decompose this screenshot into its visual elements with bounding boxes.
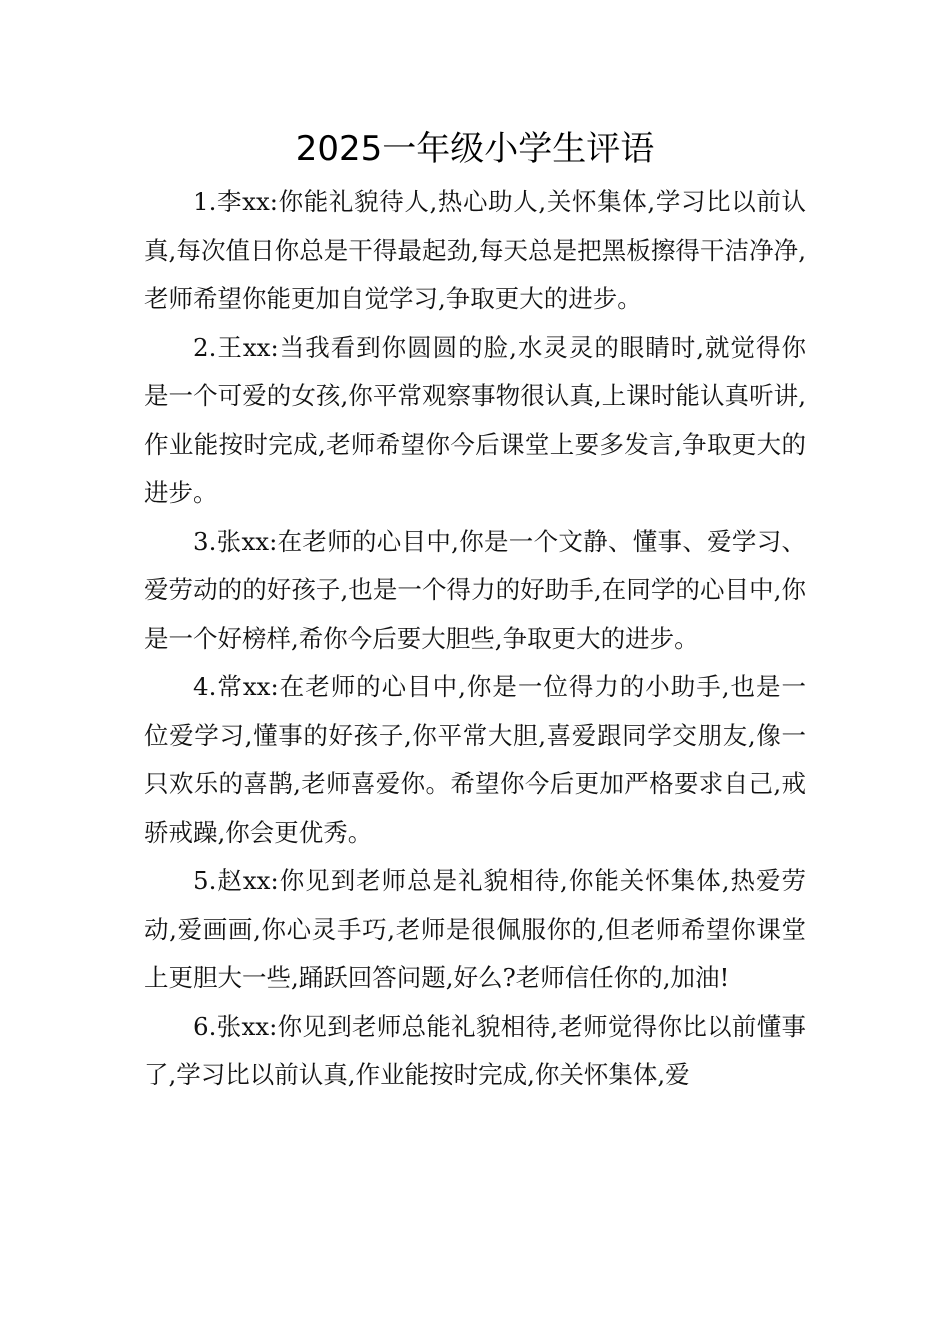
comment-paragraph-2: 2.王xx:当我看到你圆圆的脸,水灵灵的眼睛时,就觉得你是一个可爱的女孩,你平常观察事物很认真,上课时能认真听讲,作业能按时完成,老师希望你今后课堂上要多发言,争取更大的进步。	[144, 332, 806, 507]
comment-paragraph-6: 6.张xx:你见到老师总能礼貌相待,老师觉得你比以前懂事了,学习比以前认真,作业能按时完成,你关怀集体,爱	[144, 1011, 806, 1089]
document-title: 2025一年级小学生评语	[295, 129, 655, 169]
comment-paragraph-5: 5.赵xx:你见到老师总是礼貌相待,你能关怀集体,热爱劳动,爱画画,你心灵手巧,老师是很佩服你的,但老师希望你课堂上更胆大一些,踊跃回答问题,好么?老师信任你的,加油!	[144, 866, 806, 992]
comment-paragraph-3: 3.张xx:在老师的心目中,你是一个文静、懂事、爱学习、爱劳动的的好孩子,也是一个得力的好助手,在同学的心目中,你是一个好榜样,希你今后要大胆些,争取更大的进步。	[144, 526, 806, 653]
comment-paragraph-4: 4.常xx:在老师的心目中,你是一位得力的小助手,也是一位爱学习,懂事的好孩子,你平常大胆,喜爱跟同学交朋友,像一只欢乐的喜鹊,老师喜爱你。希望你今后更加严格要求自己,戒骄戒躁,你会更优秀。	[144, 672, 806, 847]
comment-paragraph-1: 1.李xx:你能礼貌待人,热心助人,关怀集体,学习比以前认真,每次值日你总是干得最起劲,每天总是把黑板擦得干洁净净,老师希望你能更加自觉学习,争取更大的进步。	[144, 187, 806, 313]
document-body	[144, 178, 806, 1100]
